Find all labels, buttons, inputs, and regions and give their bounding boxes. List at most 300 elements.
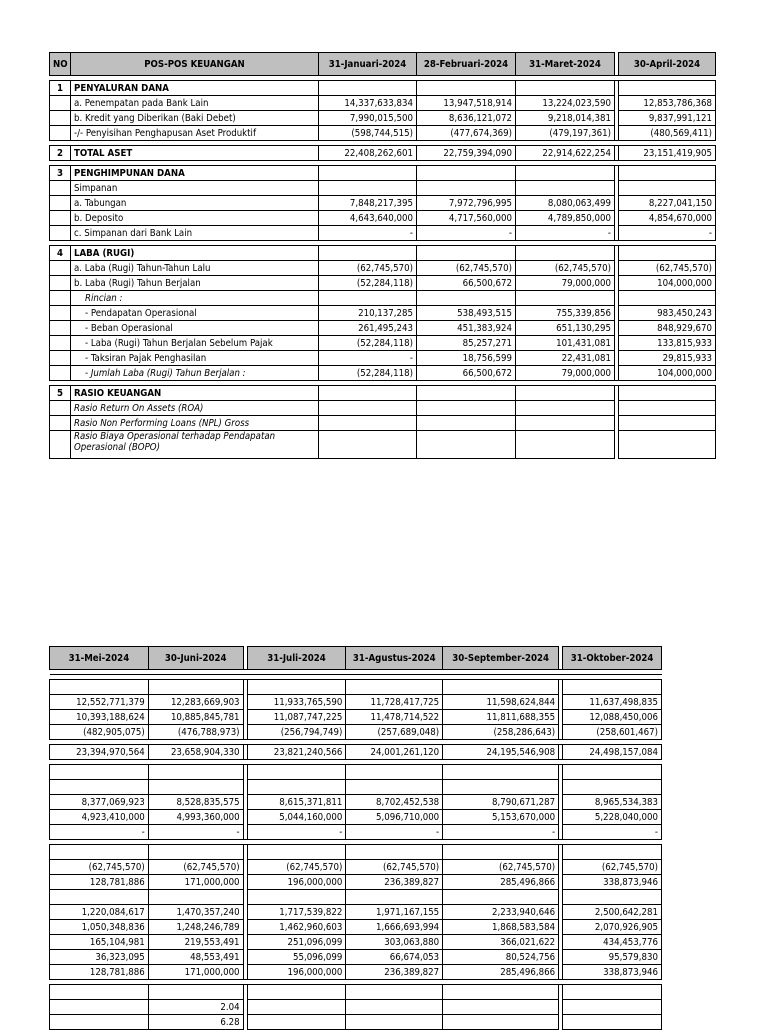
row-value: 23,821,240,566 [247,745,346,760]
row-value: 236,389,827 [346,965,443,980]
table-row [50,416,716,431]
row-value: (256,794,749) [247,725,346,740]
row-label: Rasio Non Performing Loans (NPL) Gross [71,416,319,431]
row-value: 6.28 [148,1015,243,1030]
row-value: 11,637,498,835 [563,695,662,710]
row-value [443,890,559,905]
row-value: - [319,351,417,366]
row-value [563,765,662,780]
row-value [516,431,615,459]
row-value [50,1015,149,1030]
row-label: a. Penempatan pada Bank Lain [71,96,319,111]
row-value: (52,284,118) [319,336,417,351]
row-value: (257,689,048) [346,725,443,740]
row-label: a. Tabungan [71,196,319,211]
row-value: - [516,226,615,241]
row-value: (62,745,570) [443,860,559,875]
table-row [50,845,662,860]
row-value [346,845,443,860]
row-value [247,1000,346,1015]
row-value: 1,470,357,240 [148,905,243,920]
row-value [346,680,443,695]
row-value: 196,000,000 [247,875,346,890]
row-value: 366,021,622 [443,935,559,950]
row-value [417,386,516,401]
row-value: (52,284,118) [319,276,417,291]
row-value [417,416,516,431]
row-value: 85,257,271 [417,336,516,351]
row-value: 5,044,160,000 [247,810,346,825]
row-value: 848,929,670 [619,321,716,336]
row-value [619,246,716,261]
row-value: 101,431,081 [516,336,615,351]
row-value: 2,500,642,281 [563,905,662,920]
row-value [619,386,716,401]
row-value: (480,569,411) [619,126,716,141]
row-number: 4 [50,246,71,261]
table-row [50,211,716,226]
row-value: (52,284,118) [319,366,417,381]
row-value: 128,781,886 [50,965,149,980]
row-value: - [346,825,443,840]
row-value: 171,000,000 [148,965,243,980]
table-row [50,985,662,1000]
row-value [619,166,716,181]
row-number [50,196,71,211]
row-value: 1,248,246,789 [148,920,243,935]
row-value: 12,552,771,379 [50,695,149,710]
row-value: (62,745,570) [319,261,417,276]
row-value: 11,933,765,590 [247,695,346,710]
row-value: 8,615,371,811 [247,795,346,810]
row-label: Rasio Return On Assets (ROA) [71,401,319,416]
row-value: 11,087,747,225 [247,710,346,725]
row-value: 8,080,063,499 [516,196,615,211]
row-value: 4,854,670,000 [619,211,716,226]
row-value: 79,000,000 [516,366,615,381]
row-value: 8,636,121,072 [417,111,516,126]
table-row [50,386,716,401]
row-label: - Jumlah Laba (Rugi) Tahun Berjalan : [71,366,319,381]
row-label: a. Laba (Rugi) Tahun-Tahun Lalu [71,261,319,276]
row-label: PENGHIMPUNAN DANA [71,166,319,181]
row-value [319,386,417,401]
table-row [50,825,662,840]
table-row [50,81,716,96]
row-value: 11,598,624,844 [443,695,559,710]
row-value [148,780,243,795]
row-value [619,416,716,431]
row-label: PENYALURAN DANA [71,81,319,96]
row-value: 2,070,926,905 [563,920,662,935]
row-number [50,276,71,291]
row-value [516,386,615,401]
row-label: - Pendapatan Operasional [71,306,319,321]
row-value: 2.04 [148,1000,243,1015]
row-value [247,985,346,1000]
row-label: - Beban Operasional [71,321,319,336]
row-value: 22,759,394,090 [417,146,516,161]
row-value: 5,153,670,000 [443,810,559,825]
row-number [50,336,71,351]
row-value: (62,745,570) [148,860,243,875]
row-value [516,401,615,416]
row-value: 13,224,023,590 [516,96,615,111]
row-value: 8,790,671,287 [443,795,559,810]
row-value: 1,717,539,822 [247,905,346,920]
row-value [417,431,516,459]
row-value: 13,947,518,914 [417,96,516,111]
row-value [563,985,662,1000]
header-date: 31-Juli-2024 [247,647,346,670]
table-row [50,366,716,381]
row-value: 133,815,933 [619,336,716,351]
table-row [50,401,716,416]
row-label: Simpanan [71,181,319,196]
row-value: 9,218,014,381 [516,111,615,126]
row-value [443,845,559,860]
row-value [319,81,417,96]
row-value: 22,431,081 [516,351,615,366]
row-value: 983,450,243 [619,306,716,321]
table-row [50,680,662,695]
row-value: 55,096,099 [247,950,346,965]
row-value [346,1015,443,1030]
row-value [443,680,559,695]
row-value [443,1015,559,1030]
table-row [50,246,716,261]
row-number [50,431,71,459]
table-row [50,875,662,890]
row-value [563,680,662,695]
row-value: 165,104,981 [50,935,149,950]
row-value: 79,000,000 [516,276,615,291]
row-value: 338,873,946 [563,875,662,890]
row-value [516,246,615,261]
row-value [50,1000,149,1015]
row-value: 10,885,845,781 [148,710,243,725]
table-row [50,166,716,181]
row-value: 8,528,835,575 [148,795,243,810]
row-value [346,780,443,795]
header-date: 31-Agustus-2024 [346,647,443,670]
row-value [516,416,615,431]
row-value: 538,493,515 [417,306,516,321]
row-value [148,985,243,1000]
row-value: (62,745,570) [346,860,443,875]
row-value: 7,990,015,500 [319,111,417,126]
row-value [516,166,615,181]
financial-table-jan-apr [49,52,716,459]
table-row [50,181,716,196]
row-value: 4,993,360,000 [148,810,243,825]
row-value [443,780,559,795]
row-value: 104,000,000 [619,276,716,291]
row-value [50,780,149,795]
row-value: 10,393,188,624 [50,710,149,725]
table-row [50,1015,662,1030]
row-value: 22,408,262,601 [319,146,417,161]
row-value: (482,905,075) [50,725,149,740]
table-row [50,291,716,306]
row-label: - Taksiran Pajak Penghasilan [71,351,319,366]
header-date: 28-Februari-2024 [417,53,516,76]
row-value: 23,151,419,905 [619,146,716,161]
row-value: 236,389,827 [346,875,443,890]
header-date: 31-Mei-2024 [50,647,149,670]
row-label: c. Simpanan dari Bank Lain [71,226,319,241]
row-value [516,81,615,96]
row-number [50,306,71,321]
row-label: -/- Penyisihan Penghapusan Aset Produktif [71,126,319,141]
row-value [563,1000,662,1015]
row-value [50,890,149,905]
row-value: 210,137,285 [319,306,417,321]
row-value: (62,745,570) [247,860,346,875]
table-row [50,336,716,351]
row-value [619,81,716,96]
row-value [148,680,243,695]
row-value [619,181,716,196]
financial-table-may-oct [49,646,662,1030]
table-row [50,695,662,710]
row-value: 11,728,417,725 [346,695,443,710]
row-value [443,985,559,1000]
row-value: (479,197,361) [516,126,615,141]
row-value [417,401,516,416]
row-value [247,890,346,905]
row-value: 48,553,491 [148,950,243,965]
table-row [50,1000,662,1015]
row-value: 7,972,796,995 [417,196,516,211]
row-value: 95,579,830 [563,950,662,965]
row-value [346,765,443,780]
row-value: 451,383,924 [417,321,516,336]
row-value: (62,745,570) [516,261,615,276]
row-number [50,211,71,226]
row-value: 1,666,693,994 [346,920,443,935]
row-value [346,1000,443,1015]
row-value: 4,717,560,000 [417,211,516,226]
row-value: 338,873,946 [563,965,662,980]
table-row [50,96,716,111]
row-value: 104,000,000 [619,366,716,381]
table-row [50,146,716,161]
header-date: 30-April-2024 [619,53,716,76]
row-label: LABA (RUGI) [71,246,319,261]
row-value [247,680,346,695]
table-row [50,321,716,336]
row-number [50,416,71,431]
row-value: 29,815,933 [619,351,716,366]
row-value: 36,323,095 [50,950,149,965]
row-value: 24,001,261,120 [346,745,443,760]
row-value: 285,496,866 [443,875,559,890]
row-value [247,765,346,780]
header-pos: POS-POS KEUANGAN [71,53,319,76]
row-number: 2 [50,146,71,161]
row-value [319,181,417,196]
row-value: 7,848,217,395 [319,196,417,211]
row-value: - [319,226,417,241]
table-row [50,196,716,211]
row-value: (598,744,515) [319,126,417,141]
row-value: 196,000,000 [247,965,346,980]
table-row [50,965,662,980]
row-value: 11,478,714,522 [346,710,443,725]
row-value: 11,811,688,355 [443,710,559,725]
row-value [619,291,716,306]
row-value [563,845,662,860]
row-value: 219,553,491 [148,935,243,950]
row-value: 66,674,053 [346,950,443,965]
row-value [319,431,417,459]
row-value: 4,789,850,000 [516,211,615,226]
row-value [148,845,243,860]
row-value [417,291,516,306]
row-value [443,1000,559,1015]
header-date: 31-Januari-2024 [319,53,417,76]
row-number [50,366,71,381]
row-value: (62,745,570) [50,860,149,875]
row-label: Rincian : [71,291,319,306]
row-number [50,291,71,306]
row-value: 8,227,041,150 [619,196,716,211]
row-number [50,321,71,336]
table-row [50,725,662,740]
row-value [516,181,615,196]
row-value [247,1015,346,1030]
row-value [417,246,516,261]
row-value: (477,674,369) [417,126,516,141]
table-row [50,126,716,141]
row-value: 8,702,452,538 [346,795,443,810]
table-row [50,780,662,795]
header-date: 30-Juni-2024 [148,647,243,670]
row-value: 303,063,880 [346,935,443,950]
row-value: 755,339,856 [516,306,615,321]
header-no: NO [50,53,71,76]
row-value [50,845,149,860]
row-value: 171,000,000 [148,875,243,890]
row-value: 251,096,099 [247,935,346,950]
row-value: 8,377,069,923 [50,795,149,810]
header-date: 31-Maret-2024 [516,53,615,76]
row-value: 1,220,084,617 [50,905,149,920]
table-row [50,745,662,760]
row-value: 2,233,940,646 [443,905,559,920]
row-value: 5,096,710,000 [346,810,443,825]
header-date: 31-Oktober-2024 [563,647,662,670]
row-value: 24,498,157,084 [563,745,662,760]
table-row [50,351,716,366]
row-label: RASIO KEUANGAN [71,386,319,401]
table-row [50,920,662,935]
row-value: 434,453,776 [563,935,662,950]
row-value: 8,965,534,383 [563,795,662,810]
row-number: 1 [50,81,71,96]
row-value [417,166,516,181]
row-value [619,431,716,459]
row-value: (62,745,570) [619,261,716,276]
row-value [346,890,443,905]
table-row [50,905,662,920]
row-value: 1,050,348,836 [50,920,149,935]
row-value: 80,524,756 [443,950,559,965]
row-value [417,81,516,96]
row-number: 5 [50,386,71,401]
row-value [319,291,417,306]
row-value: 18,756,599 [417,351,516,366]
row-label: TOTAL ASET [71,146,319,161]
row-number [50,126,71,141]
row-label: b. Kredit yang Diberikan (Baki Debet) [71,111,319,126]
table-row [50,890,662,905]
row-value: 1,868,583,584 [443,920,559,935]
row-value: (258,286,643) [443,725,559,740]
row-value: 66,500,672 [417,276,516,291]
row-value: (62,745,570) [417,261,516,276]
row-value: (258,601,467) [563,725,662,740]
table-row [50,276,716,291]
table-row [50,765,662,780]
row-value: 1,462,960,603 [247,920,346,935]
table-row [50,935,662,950]
row-value: 5,228,040,000 [563,810,662,825]
row-value: - [443,825,559,840]
row-label: b. Laba (Rugi) Tahun Berjalan [71,276,319,291]
row-label: - Laba (Rugi) Tahun Berjalan Sebelum Pajak [71,336,319,351]
row-value: 23,394,970,564 [50,745,149,760]
row-value: - [247,825,346,840]
row-number [50,351,71,366]
row-value: 9,837,991,121 [619,111,716,126]
row-value: 66,500,672 [417,366,516,381]
row-value [443,765,559,780]
header-date: 30-September-2024 [443,647,559,670]
row-number [50,226,71,241]
row-number [50,261,71,276]
row-number [50,111,71,126]
row-value: 1,971,167,155 [346,905,443,920]
header-row [50,647,662,670]
row-value: 261,495,243 [319,321,417,336]
row-value [50,765,149,780]
row-value [516,291,615,306]
row-value: 651,130,295 [516,321,615,336]
row-value [247,845,346,860]
row-value: - [148,825,243,840]
row-value: 285,496,866 [443,965,559,980]
table-row [50,261,716,276]
row-value: (476,788,973) [148,725,243,740]
row-value [563,890,662,905]
table-row [50,111,716,126]
table-row [50,306,716,321]
table-row [50,795,662,810]
row-value [563,780,662,795]
row-number [50,181,71,196]
row-value [319,246,417,261]
table-row [50,860,662,875]
table-row [50,810,662,825]
row-value [563,1015,662,1030]
table-row [50,950,662,965]
row-value: 128,781,886 [50,875,149,890]
row-value: 12,283,669,903 [148,695,243,710]
row-value: - [417,226,516,241]
row-number [50,401,71,416]
